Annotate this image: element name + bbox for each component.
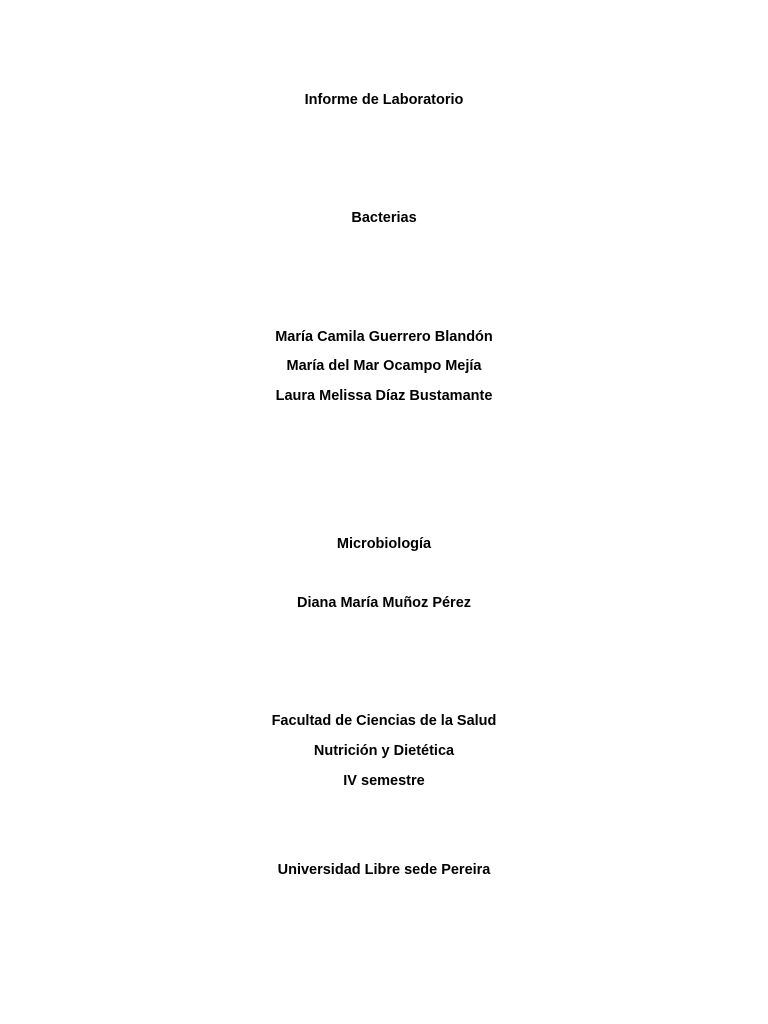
report-title: Informe de Laboratorio [304,92,464,108]
professor-name: Diana María Muñoz Pérez [296,595,472,611]
report-subject: Bacterias [351,210,417,226]
author-name: María del Mar Ocampo Mejía [286,358,482,374]
semester: IV semestre [343,773,425,789]
author-name: María Camila Guerrero Blandón [275,329,493,345]
course-name: Microbiología [336,536,432,552]
university-name: Universidad Libre sede Pereira [277,862,491,878]
author-name: Laura Melissa Díaz Bustamante [275,388,493,404]
faculty-name: Facultad de Ciencias de la Salud [271,713,497,729]
program-name: Nutrición y Dietética [313,743,455,759]
